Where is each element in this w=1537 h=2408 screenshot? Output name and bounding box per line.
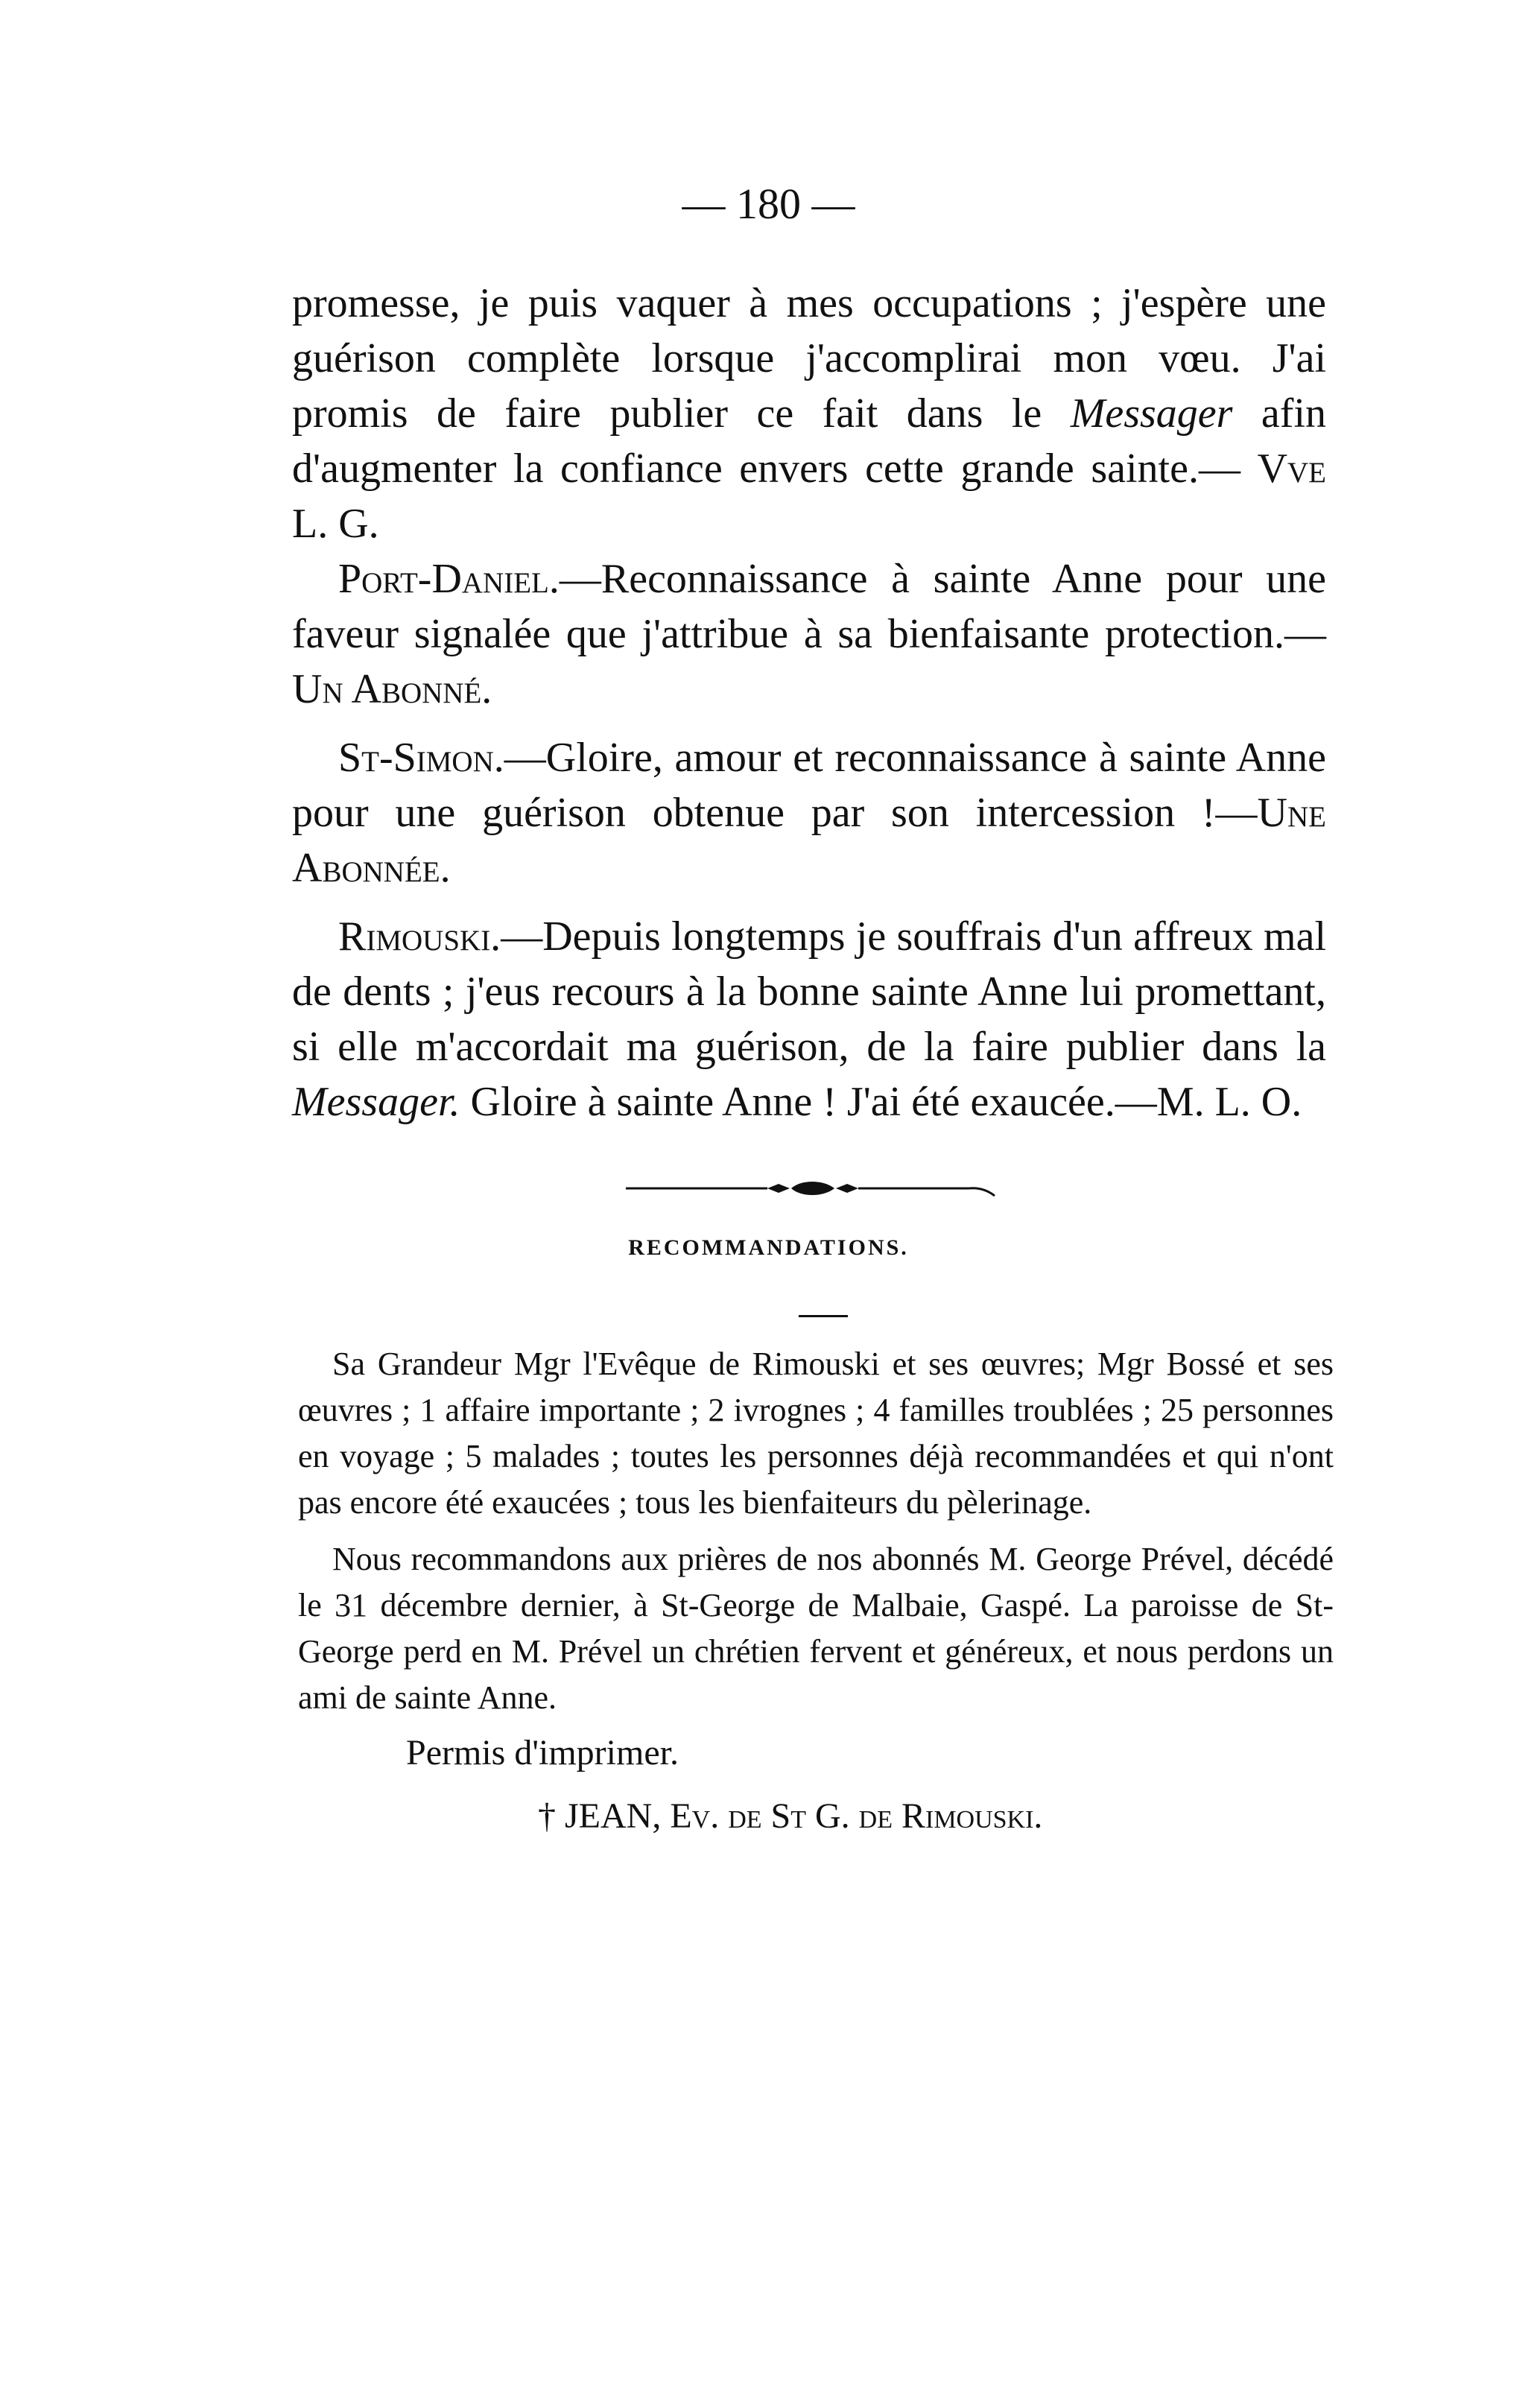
- signature: Une Abonnée.: [292, 790, 1326, 891]
- paragraph-rimouski: [292, 909, 1326, 1129]
- paragraph-text: —Gloire, amour et reconnaissance à sainte Anne pour une guérison obtenue par son intercession !—: [292, 735, 1326, 836]
- recommandations-body: [298, 1341, 1334, 1721]
- place-name: Rimouski.: [338, 913, 501, 960]
- short-rule: [799, 1315, 848, 1317]
- place-name: Port-Daniel.: [338, 556, 560, 602]
- paragraph-continuation: [292, 276, 1326, 551]
- place-name: St-Simon.: [338, 735, 504, 781]
- paragraph-text: —Depuis longtemps je souffrais d'un affreux mal de dents ; j'eus recours à la bonne sainte Anne lui promettant, si elle m'accordait ma guérison, de la faire publier dans la: [292, 913, 1326, 1070]
- signature: Un Abonné.: [292, 666, 492, 712]
- paragraph-port-daniel: [292, 551, 1326, 717]
- recommandations-paragraph: Sa Grandeur Mgr l'Evêque de Rimouski et ses œuvres; Mgr Bossé et ses œuvres ; 1 affaire importante ; 2 ivrognes ; 4 familles troublées ; 25 personnes en voyage ; 5 malades ; toutes les personnes déjà recommandées et qui n'ont pas encore été exaucées ; tous les bienfaiteurs du pèlerinage.: [298, 1346, 1334, 1521]
- paragraph-st-simon: [292, 730, 1326, 896]
- messager-title: Messager: [1070, 390, 1233, 437]
- signature-initials: Vve L. G.: [292, 446, 1326, 547]
- ornament-divider: [618, 1173, 1006, 1203]
- recommandations-paragraph: Nous recommandons aux prières de nos abonnés M. George Prével, décédé le 31 décembre dernier, à St-George de Malbaie, Gaspé. La paroisse de St-George perd en M. Prével un chrétien fervent et généreux, et nous perdons un ami de sainte Anne.: [298, 1541, 1334, 1716]
- permis-imprimer: Permis d'imprimer.: [406, 1733, 679, 1772]
- paragraph-text: afin d'augmenter la confiance envers cette grande sainte.—: [292, 390, 1326, 492]
- page-number: — 180 —: [682, 180, 855, 228]
- paragraph-text: —Reconnaissance à sainte Anne pour une faveur signalée que j'attribue à sa bienfaisante protection.—: [292, 556, 1326, 657]
- paragraph-text: promesse, je puis vaquer à mes occupations ; j'espère une guérison complète lorsque j'accomplirai mon vœu. J'ai promis de faire publier ce fait dans le: [292, 280, 1326, 437]
- messager-title: Messager.: [292, 1079, 460, 1125]
- testimonials: [292, 276, 1326, 1129]
- paragraph-text: Gloire à sainte Anne ! J'ai été exaucée.—M. L. O.: [460, 1079, 1302, 1125]
- recommandations-title: RECOMMANDATIONS.: [628, 1235, 909, 1260]
- bishop-signature: † JEAN, Ev. de St G. de Rimouski.: [538, 1796, 1043, 1836]
